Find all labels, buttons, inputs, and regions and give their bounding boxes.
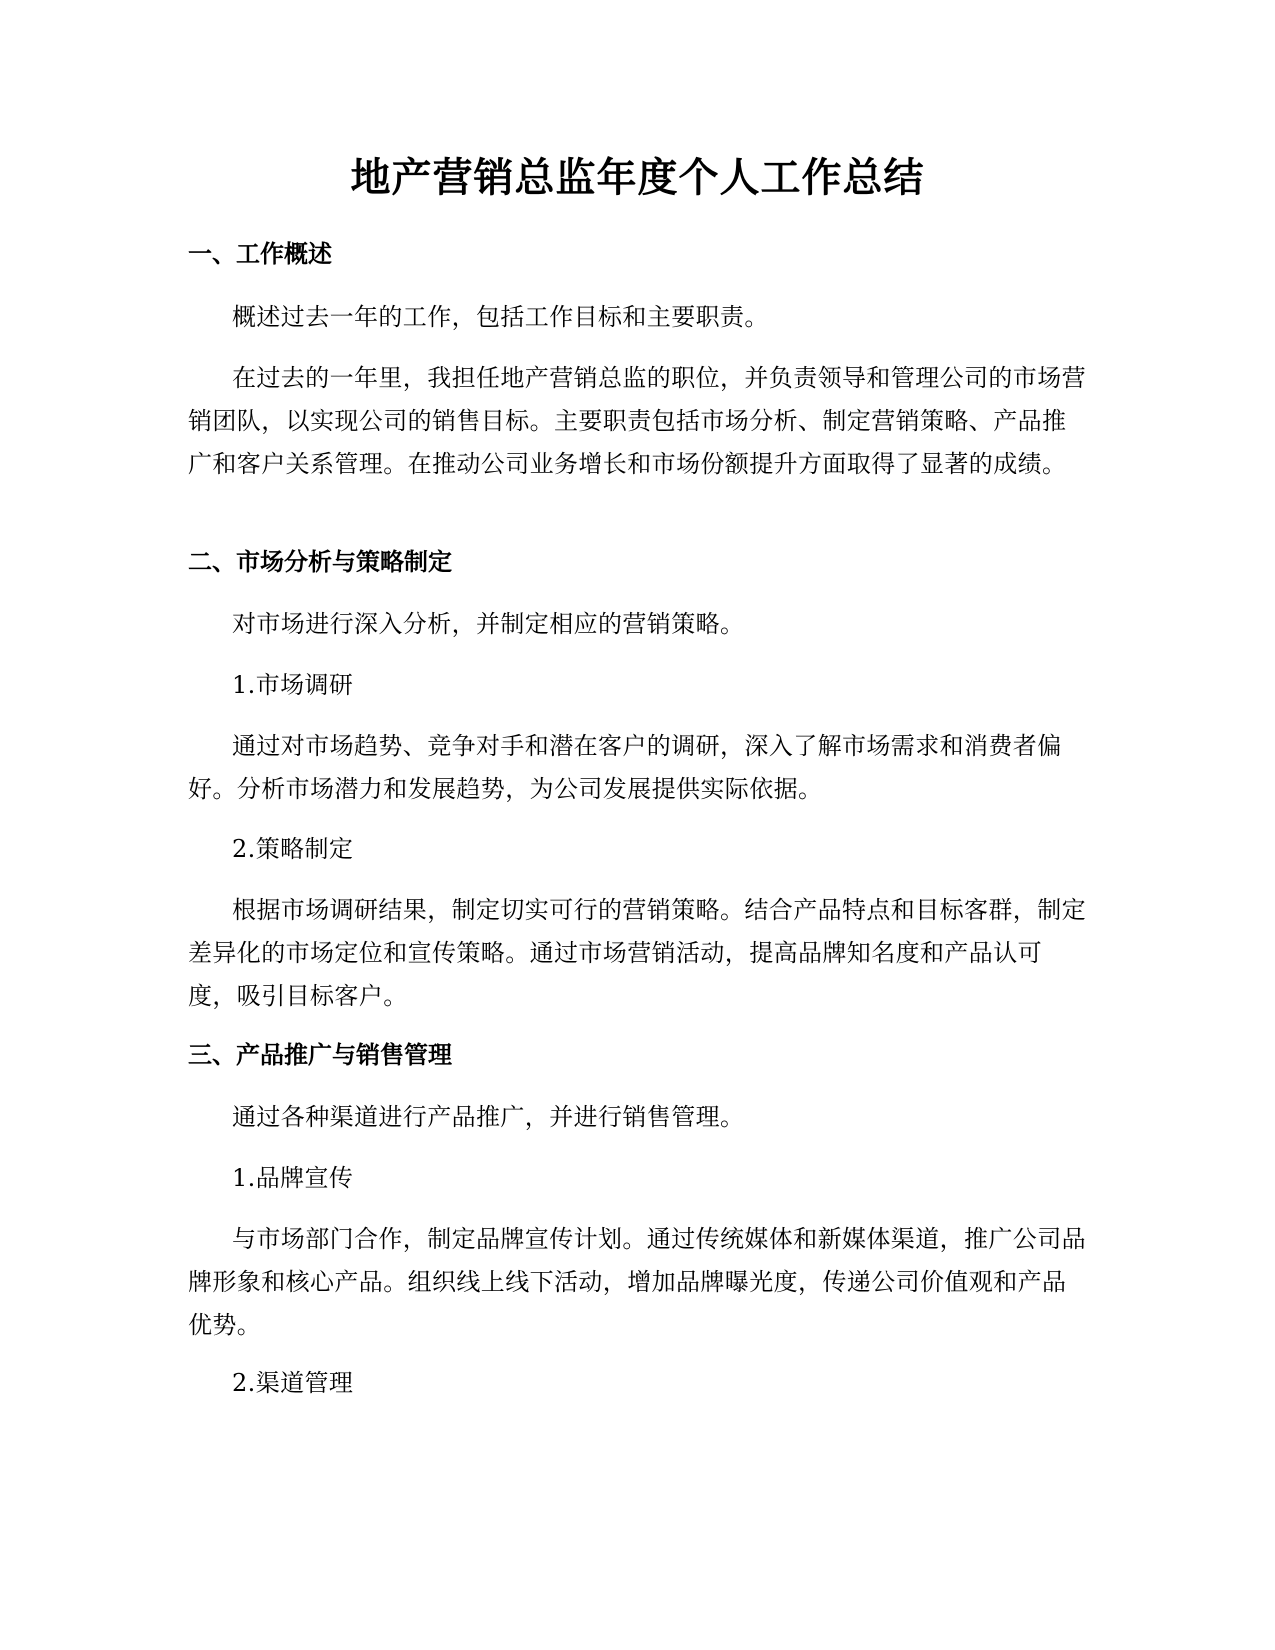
subheading-brand: 1.品牌宣传 — [232, 1164, 354, 1192]
paragraph: 在过去的一年里，我担任地产营销总监的职位，并负责领导和管理公司的市场营销团队，以实现公司的销售目标。主要职责包括市场分析、制定营销策略、产品推广和客户关系管理。在推动公司业务增长和市场份额提升方面取得了显著的成绩。 — [188, 364, 1086, 478]
paragraph: 概述过去一年的工作，包括工作目标和主要职责。 — [232, 303, 769, 331]
section-heading-overview: 一、工作概述 — [188, 240, 332, 268]
document-title: 地产营销总监年度个人工作总结 — [350, 155, 925, 201]
section-heading-market-analysis: 二、市场分析与策略制定 — [188, 548, 452, 576]
paragraph: 与市场部门合作，制定品牌宣传计划。通过传统媒体和新媒体渠道，推广公司品牌形象和核心产品。组织线上线下活动，增加品牌曝光度，传递公司价值观和产品优势。 — [188, 1225, 1086, 1339]
paragraph: 通过对市场趋势、竞争对手和潜在客户的调研，深入了解市场需求和消费者偏好。分析市场潜力和发展趋势，为公司发展提供实际依据。 — [188, 732, 1062, 803]
paragraph: 根据市场调研结果，制定切实可行的营销策略。结合产品特点和目标客群，制定差异化的市场定位和宣传策略。通过市场营销活动，提高品牌知名度和产品认可度，吸引目标客户。 — [188, 896, 1086, 1010]
paragraph: 对市场进行深入分析，并制定相应的营销策略。 — [232, 610, 745, 638]
section-heading-promotion: 三、产品推广与销售管理 — [188, 1041, 452, 1069]
subheading-market-research: 1.市场调研 — [232, 671, 354, 699]
paragraph: 通过各种渠道进行产品推广，并进行销售管理。 — [232, 1103, 745, 1131]
subheading-strategy: 2.策略制定 — [232, 835, 354, 863]
subheading-channel: 2.渠道管理 — [232, 1369, 354, 1397]
